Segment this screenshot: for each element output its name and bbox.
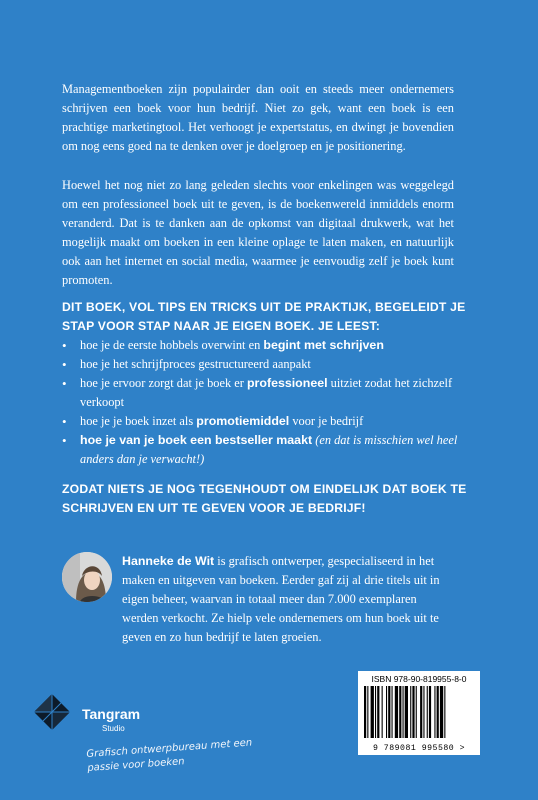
barcode-bar <box>371 686 374 738</box>
barcode-digits: 9 789081 995580 > <box>372 744 466 753</box>
list-item: • hoe je de eerste hobbels overwint en begint met schrijven <box>62 336 482 355</box>
barcode-bar <box>440 686 443 738</box>
list-item: • hoe je van je boek een bestseller maakt (en dat is misschien wel heel anders dan je verwacht!) <box>62 431 482 469</box>
isbn-label: ISBN 978-90-819955-8-0 <box>371 674 467 684</box>
author-bio: Hanneke de Wit is grafisch ontwerper, gespecialiseerd in het maken en uitgeven van boeken. Eerder gaf zij al drie titels uit in eigen beheer, waarvan in totaal meer dan 7.000 exemplaren werden verkocht. Ze hielp vele ondernemers om hun boek uit te geven en zo hun bedrijf te laten groeien. <box>122 554 440 644</box>
barcode-bar <box>395 686 398 738</box>
barcode-bar <box>399 686 401 738</box>
heading-what-you-read: DIT BOEK, VOL TIPS EN TRICKS UIT DE PRAKTIJK, BEGELEIDT JE STAP VOOR STAP NAAR JE EIGEN BOEK. JE LEEST: <box>62 300 466 333</box>
barcode-bar <box>392 686 393 738</box>
barcode-bar <box>429 686 431 738</box>
author-photo <box>62 552 112 602</box>
benefits-list <box>62 336 482 469</box>
barcode-bar <box>405 686 408 738</box>
barcode-bar <box>382 686 383 738</box>
barcode-bar <box>444 686 445 738</box>
publisher-sub: Studio <box>102 724 125 733</box>
barcode-bars <box>364 686 474 738</box>
barcode-bar <box>412 686 414 738</box>
closing-heading: ZODAT NIETS JE NOG TEGENHOUDT OM EINDELIJK DAT BOEK TE SCHRIJVEN EN UIT TE GEVEN VOOR JE BEDRIJF! <box>62 482 467 515</box>
intro-paragraph-1: Managementboeken zijn populairder dan ooit en steeds meer ondernemers schrijven een boek voor hun bedrijf. Niet zo gek, want een boek is een prachtige marketingtool. Het verhoogt je expertstatus, en dwingt je bovendien om nog eens goed na te denken over je doelgroep en je positionering. <box>62 82 454 153</box>
barcode-bar <box>410 686 411 738</box>
list-item: • hoe je je boek inzet als promotiemiddel voor je bedrijf <box>62 412 482 431</box>
barcode-bar <box>403 686 404 738</box>
list-item: • hoe je ervoor zorgt dat je boek er professioneel uitziet zodat het zichzelf verkoopt <box>62 374 482 412</box>
barcode-bar <box>367 686 368 738</box>
barcode-bar <box>423 686 424 738</box>
isbn-barcode <box>358 671 480 755</box>
publisher-name: Tangram <box>82 706 141 722</box>
barcode-bar <box>437 686 439 738</box>
barcode-bar <box>375 686 376 738</box>
intro-paragraph-2: Hoewel het nog niet zo lang geleden slechts voor enkelingen was weggelegd om een professioneel boek uit te geven, is de boekenwereld inmiddels enorm veranderd. Dat is te danken aan de opkomst van digitaal drukwerk, wat het mogelijk maakt om boeken in een kleine oplage te laten maken, en natuurlijk ook aan het internet en social media, waarmee je eenvoudig zelf je boek kunt promoten. <box>62 178 454 287</box>
barcode-bar <box>420 686 422 738</box>
barcode-bar <box>416 686 417 738</box>
barcode-bar <box>388 686 390 738</box>
publisher-tagline: Grafisch ontwerpbureau met een passie voor boeken <box>86 737 253 774</box>
barcode-bar <box>364 686 366 738</box>
barcode-bar <box>434 686 435 738</box>
list-item: • hoe je het schrijfproces gestructureerd aanpakt <box>62 355 482 374</box>
barcode-bar <box>386 686 387 738</box>
barcode-bar <box>377 686 379 738</box>
author-name: Hanneke de Wit <box>122 554 215 568</box>
barcode-bar <box>427 686 428 738</box>
